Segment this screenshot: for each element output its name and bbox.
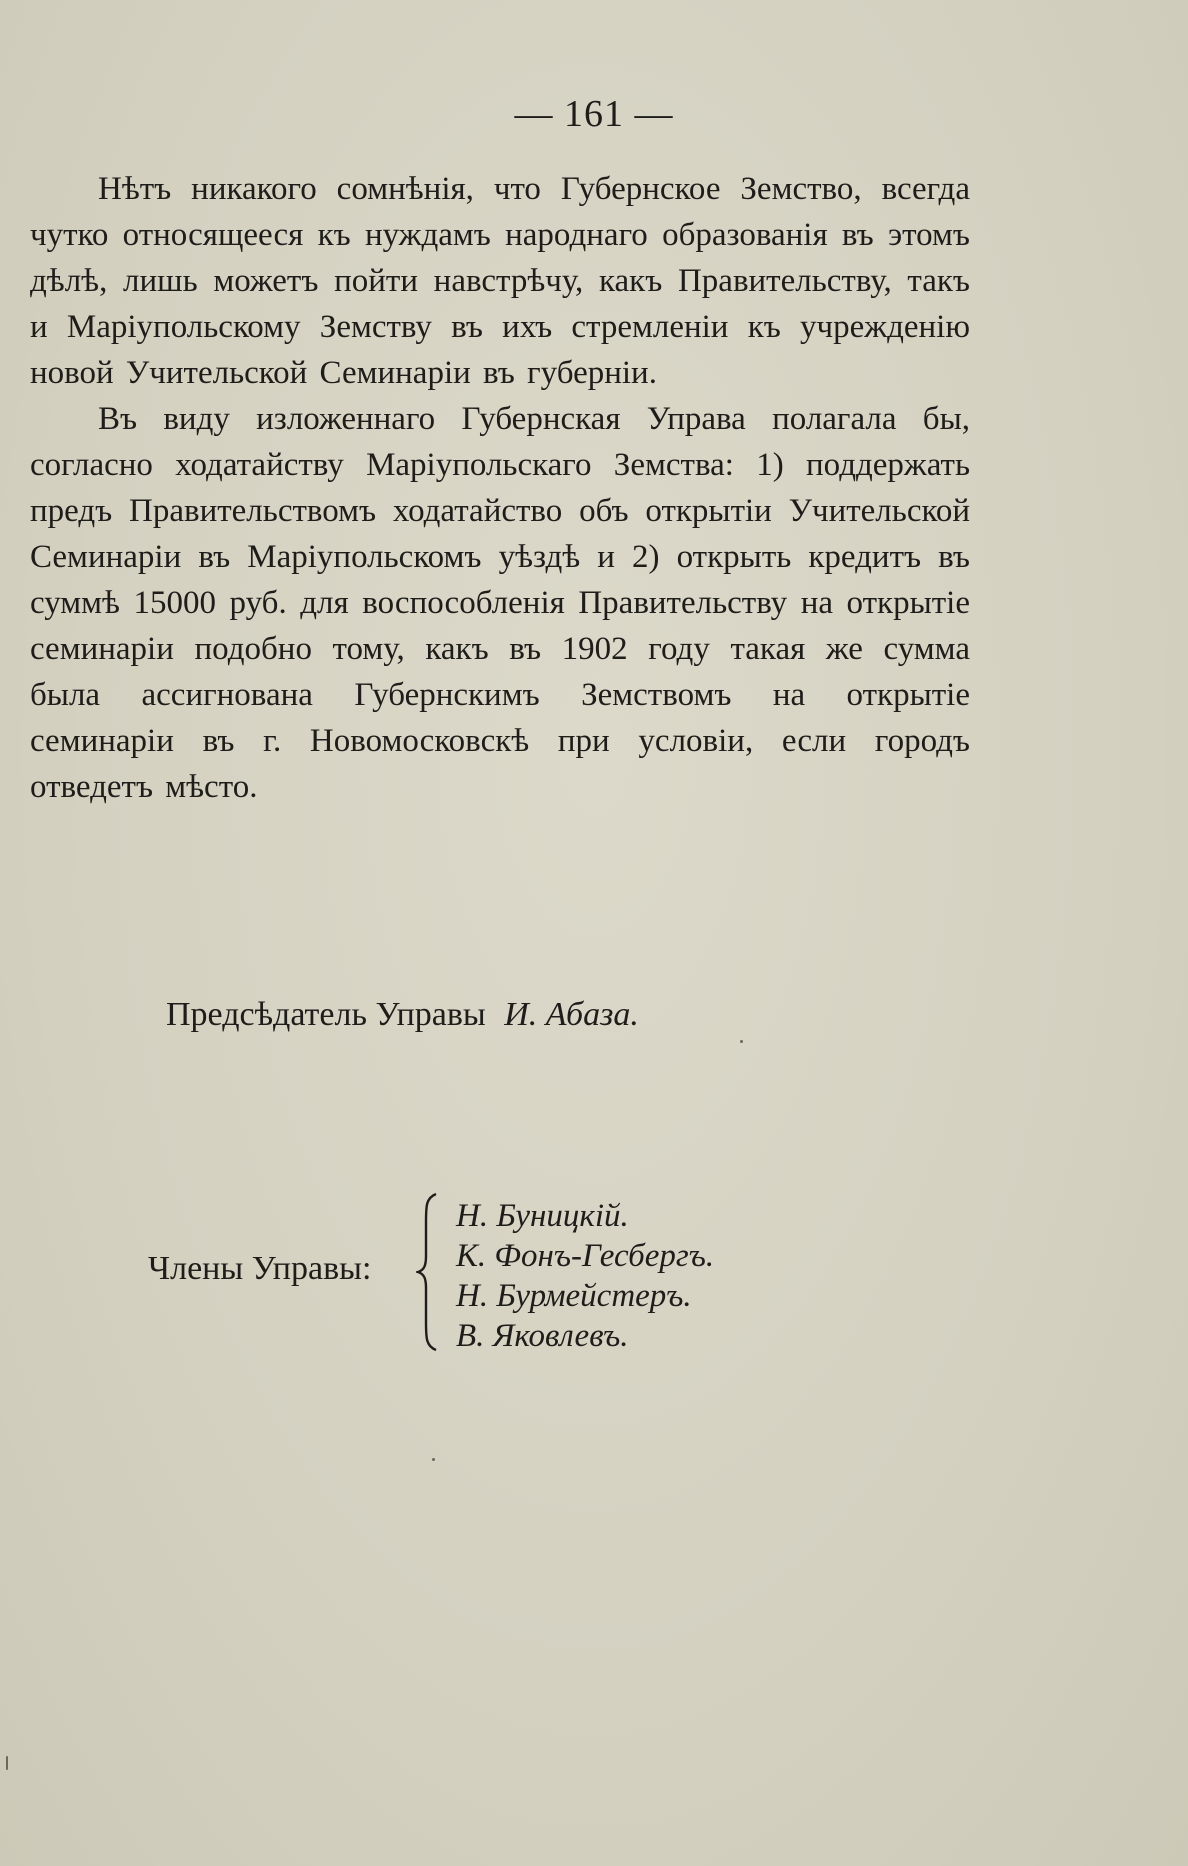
paper-speck [432,1458,435,1461]
members-list [456,1196,714,1356]
chairman-title: Предсѣдатель Управы [166,996,486,1033]
member-name: В. Яковлевъ. [456,1318,629,1354]
members-label: Члены Управы: [148,1250,372,1287]
member-name: К. Фонъ-Гесбергъ. [456,1238,715,1274]
curly-brace-icon [416,1192,442,1352]
paragraph-1: Нѣтъ никакого сомнѣнія, что Губернское Земство, всегда чутко относящееся къ нуждамъ народнаго образованія въ этомъ дѣлѣ, лишь можетъ пойти навстрѣчу, какъ Правительству, такъ и Маріупольскому Земству въ ихъ стремленіи къ учрежденію новой Учительской Семинаріи въ губерніи. [30,171,970,391]
member-name: Н. Бурмейстеръ. [456,1278,692,1314]
body-text [30,166,970,810]
paragraph-2: Въ виду изложеннаго Губернская Управа полагала бы, согласно ходатайству Маріупольскаго Земства: 1) поддержать предъ Правительствомъ ходатайство объ открытіи Учительской Семинаріи въ Маріупольскомъ уѣздѣ и 2) открыть кредитъ въ суммѣ 15000 руб. для воспособленія Правительству на открытіе семинаріи подобно тому, какъ въ 1902 году такая же сумма была ассигнована Губернскимъ Земствомъ на открытіе семинаріи въ г. Новомосковскѣ при условіи, если городъ отведетъ мѣсто. [30,401,970,805]
paper-speck [740,1040,743,1043]
chairman-name: И. Абаза. [504,996,639,1033]
member-name: Н. Буницкій. [456,1198,629,1234]
chairman-signature-line [166,996,639,1034]
paper-speck [6,1756,8,1770]
page-number: — 161 — [514,93,674,135]
